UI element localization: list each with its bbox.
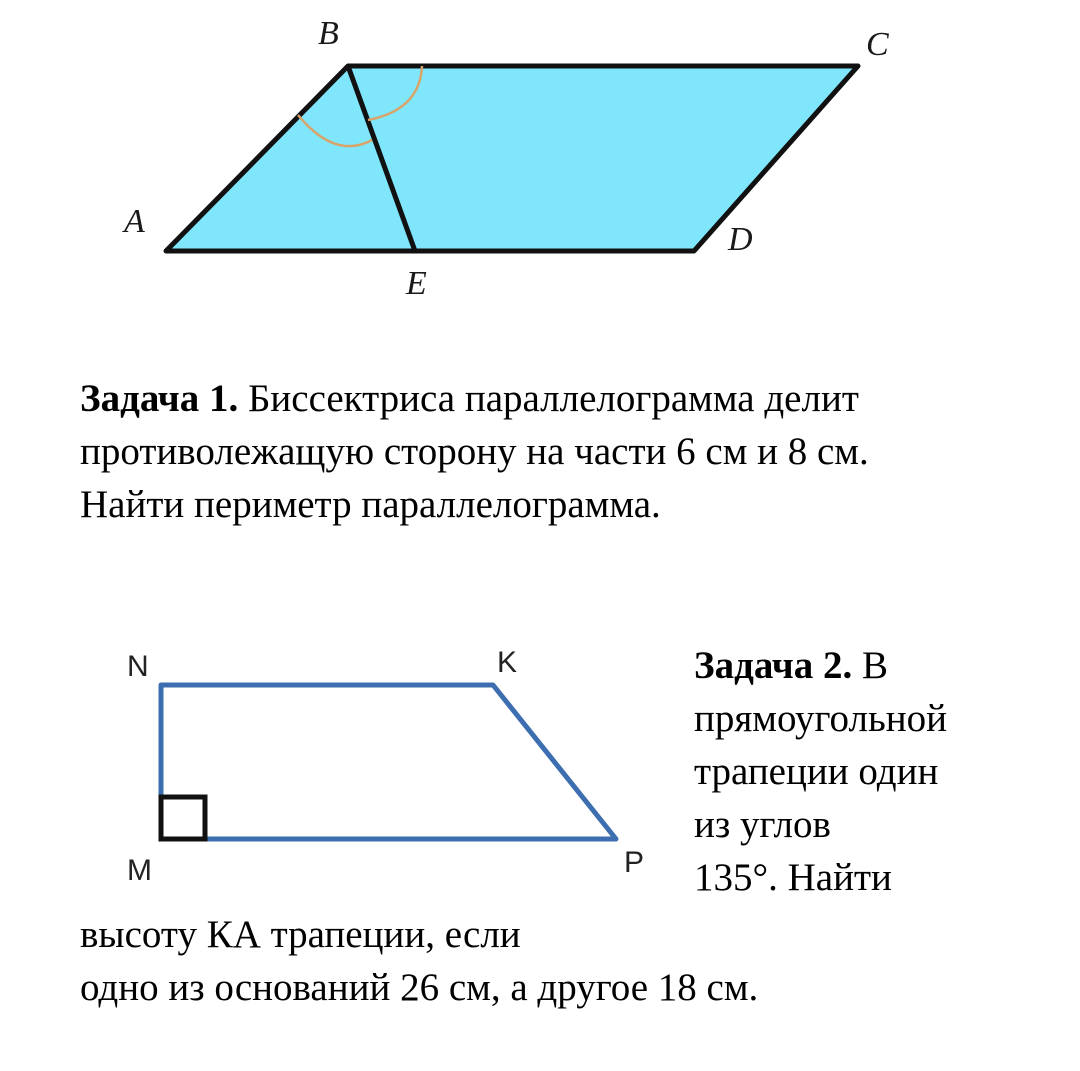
- task2-label: Задача 2.: [694, 644, 853, 687]
- task2-text-line: прямоугольной: [694, 697, 948, 740]
- task2-side-text: [694, 639, 1054, 904]
- task1-text-line: противолежащую сторону на части 6 см и 8 см.: [80, 430, 869, 473]
- vertex-label-p: P: [624, 846, 645, 879]
- vertex-label-d: D: [728, 221, 753, 258]
- vertex-label-b: B: [318, 15, 339, 52]
- task1-text-line: Найти периметр параллелограмма.: [80, 483, 661, 526]
- task1-label: Задача 1.: [80, 377, 239, 420]
- task2-line-1: [694, 639, 1054, 692]
- right-angle-mark: [161, 797, 205, 839]
- task2-text-line: одно из оснований 26 см, а другое 18 см.: [80, 966, 759, 1009]
- task2-text-line: высоту КА трапеции, если: [80, 913, 521, 956]
- vertex-label-n: N: [127, 650, 149, 683]
- vertex-label-m: M: [127, 854, 152, 887]
- vertex-label-e: E: [406, 265, 427, 302]
- vertex-label-c: C: [866, 26, 889, 63]
- task2-bottom-text: [80, 908, 1040, 1014]
- task1-text-line: Биссектриса параллелограмма делит: [238, 377, 859, 420]
- vertex-label-a: A: [124, 203, 145, 240]
- vertex-label-k: K: [497, 646, 518, 679]
- task2-text-line: трапеции один: [694, 750, 939, 793]
- task2-text-line: В: [852, 644, 889, 687]
- task2-text-line: из углов: [694, 803, 831, 846]
- trapezoid-shape: [161, 685, 616, 839]
- task2-text-line: 135°. Найти: [694, 856, 892, 899]
